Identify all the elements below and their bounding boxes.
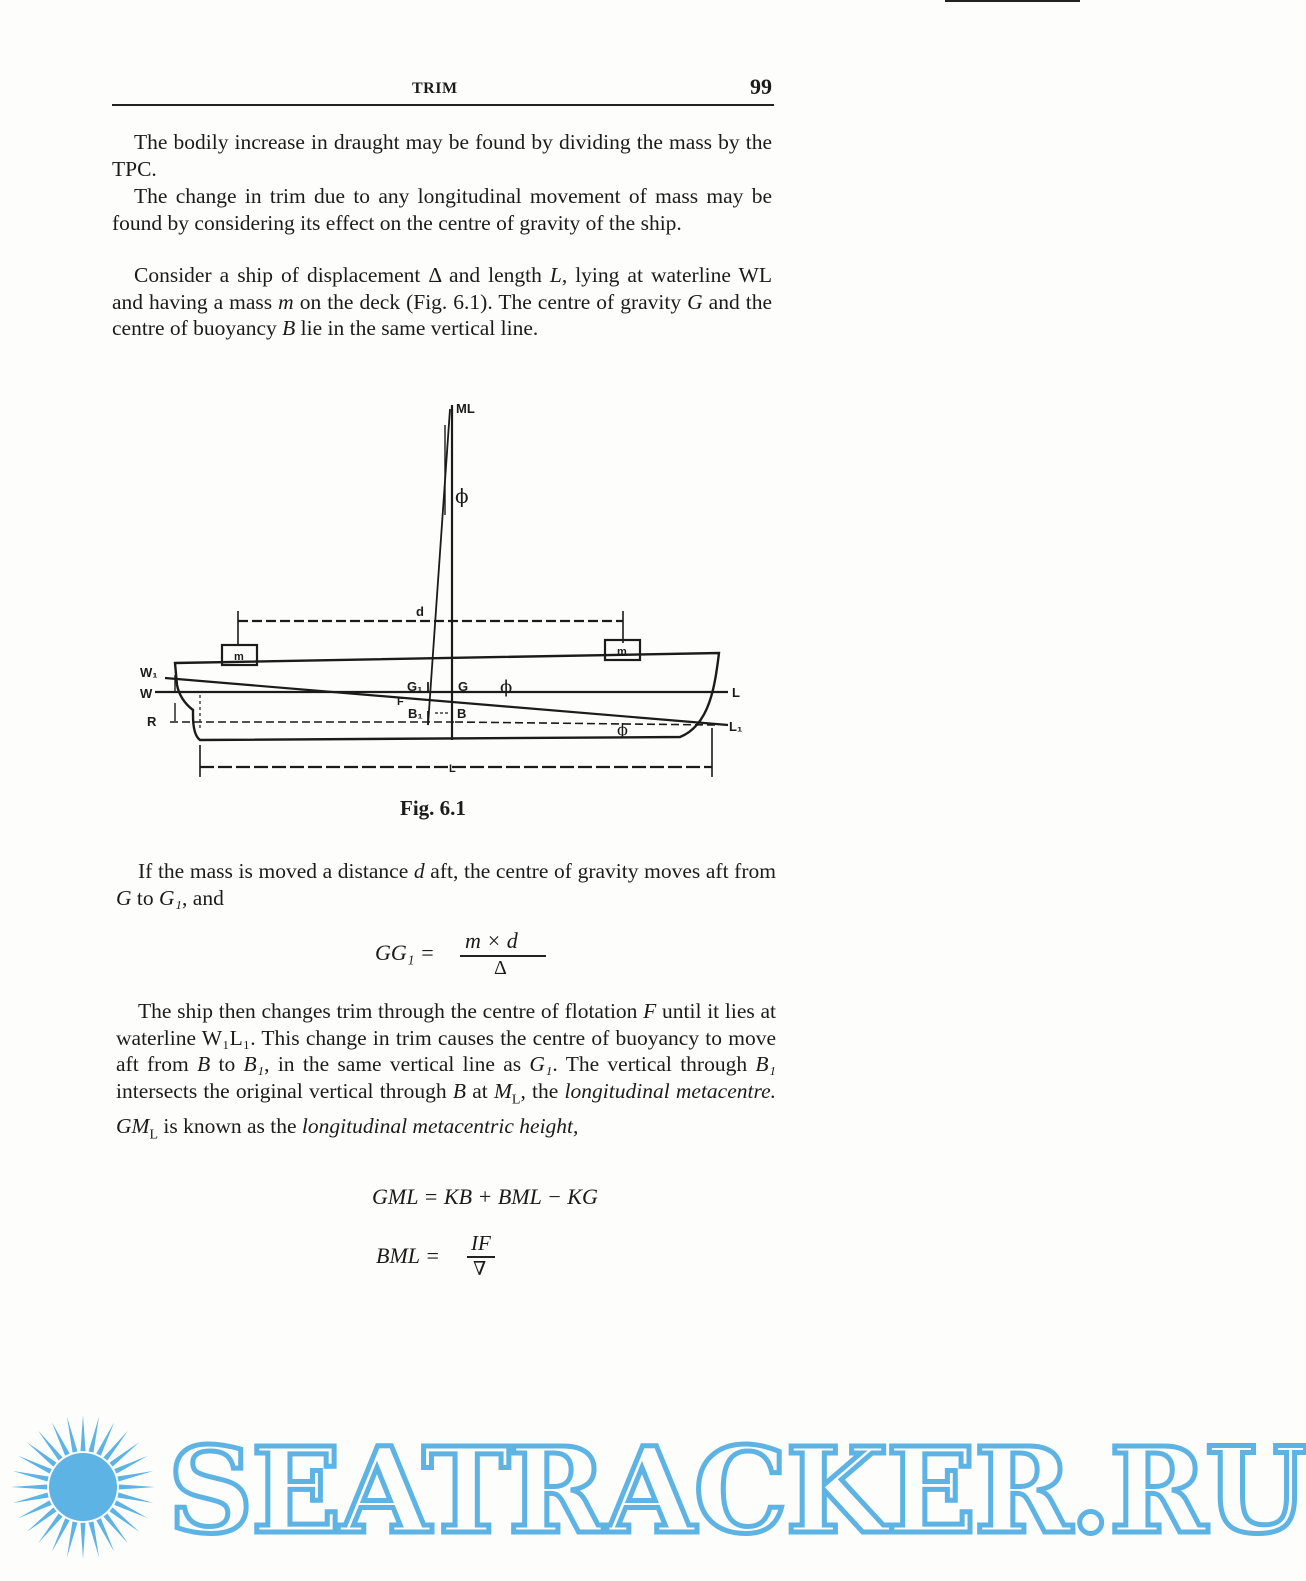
text-run: B <box>282 316 296 340</box>
paragraph-1 <box>112 129 772 182</box>
text-run: B₁ <box>755 1052 776 1076</box>
text-run: and length <box>441 263 550 287</box>
corner-rule <box>945 0 1080 2</box>
sun-ray <box>67 1521 77 1557</box>
text-run: d <box>413 859 425 883</box>
text-run: G <box>687 289 703 314</box>
running-title: TRIM <box>412 80 458 97</box>
text-run: G₁ <box>159 885 183 910</box>
text-run: G <box>116 885 132 910</box>
running-header <box>112 70 774 106</box>
text-run: B₁ <box>243 1052 265 1076</box>
label-W: W <box>140 686 153 701</box>
text-run: , the <box>520 1078 565 1103</box>
ship-trim-diagram <box>125 395 765 790</box>
page-number: 99 <box>750 74 772 99</box>
equation-gg1-lhs: GG₁ = <box>375 940 435 965</box>
label-B1: B₁ <box>408 706 423 721</box>
text-run: G₁ <box>529 1052 553 1076</box>
sun-ray <box>89 1417 99 1453</box>
text-run: . The vertical through <box>552 1052 756 1076</box>
text-run: The ship then changes trim through the centre of flotation <box>138 999 644 1023</box>
text-run: GM <box>116 1114 150 1139</box>
equation-gg1-denominator: Δ <box>494 957 507 979</box>
vertical-through-B1 <box>428 409 450 725</box>
paragraph-4 <box>116 858 776 911</box>
text-run: until it lies at waterline W₁L₁. This change in trim causes the centre of buoyancy to move aft from <box>116 999 776 1076</box>
sun-ray <box>67 1417 77 1453</box>
text-run: on the deck (Fig. 6.1). The centre of gravity <box>293 289 688 314</box>
label-m-forward: m <box>234 651 244 663</box>
text-run: , in the same vertical line as <box>264 1052 530 1076</box>
label-G1: G₁ <box>407 679 423 694</box>
sun-ray <box>80 1415 85 1451</box>
sun-ray <box>117 1493 153 1503</box>
text-run: The change in trim due to any longitudinal movement of mass may be found by considering its effect on the centre of gravity of the ship. <box>112 184 772 235</box>
label-phi-mid: ϕ <box>500 677 513 698</box>
text-run: L <box>149 1127 158 1143</box>
text-run: The bodily increase in draught may be found by dividing the mass by the TPC. <box>112 130 772 181</box>
text-run: m <box>278 289 294 314</box>
figure-caption: Fig. 6.1 <box>400 796 466 820</box>
text-run: Consider a ship of displacement <box>134 263 429 287</box>
equation-gml: GML = KB + BML − KG <box>372 1184 598 1209</box>
sun-ray <box>89 1521 99 1557</box>
equation-bml-denominator: ∇ <box>473 1259 487 1280</box>
text-run: to <box>210 1052 244 1076</box>
label-F: F <box>397 696 404 708</box>
text-run: F <box>643 999 657 1023</box>
sun-ray <box>119 1484 155 1489</box>
text-run: B <box>452 1078 466 1103</box>
label-length-L: L <box>449 763 456 775</box>
text-run: longitudinal metacentric height, <box>301 1114 579 1139</box>
label-m-aft: m <box>617 646 627 658</box>
text-run: L <box>511 1091 521 1107</box>
label-ML: ML <box>456 401 475 416</box>
sun-ray <box>80 1523 85 1559</box>
paragraph-2 <box>112 183 772 236</box>
label-phi-top: ϕ <box>455 484 469 508</box>
label-G: G <box>458 679 469 694</box>
text-run: at <box>465 1078 494 1103</box>
text-run: If the mass is moved a distance <box>138 859 414 883</box>
text-run: longitudinal metacentre. <box>564 1078 776 1103</box>
text-run: intersects the original vertical through <box>116 1078 453 1103</box>
label-L: L <box>732 685 740 700</box>
text-run: M <box>493 1078 512 1103</box>
label-phi-low: ϕ <box>617 720 628 739</box>
text-run: aft, the centre of gravity moves aft from <box>424 859 776 883</box>
sun-ray <box>117 1471 153 1481</box>
label-d: d <box>416 604 424 619</box>
waterline-W1L1 <box>165 678 728 725</box>
text-run: to <box>131 885 160 910</box>
equation-bml-lhs: BML = <box>376 1243 440 1268</box>
paragraph-5 <box>116 998 776 1149</box>
label-R: R <box>147 714 157 729</box>
sun-ray <box>13 1471 49 1481</box>
sun-ray <box>13 1493 49 1503</box>
paragraph-3 <box>112 262 772 342</box>
text-run: is known as the <box>158 1114 302 1139</box>
text-run: Δ <box>428 263 442 287</box>
equation-gg1-numerator: m × d <box>465 928 518 953</box>
label-B: B <box>457 706 467 721</box>
label-L1: L₁ <box>729 719 743 734</box>
text-run: B <box>197 1052 211 1076</box>
text-run: L <box>549 263 562 287</box>
text-run: and the centre of buoyancy <box>112 289 773 340</box>
label-W1: W₁ <box>140 665 158 680</box>
sun-ray <box>11 1484 47 1489</box>
text-run: , and <box>182 885 224 910</box>
watermark-text: SEATRACKER.RU <box>168 1421 1306 1560</box>
equation-bml-numerator: IF <box>471 1231 491 1255</box>
text-run: lie in the same vertical line. <box>295 316 539 340</box>
watermark-sun-logo <box>8 1412 158 1562</box>
text-run: , lying at waterline WL and having a mass <box>112 263 772 314</box>
